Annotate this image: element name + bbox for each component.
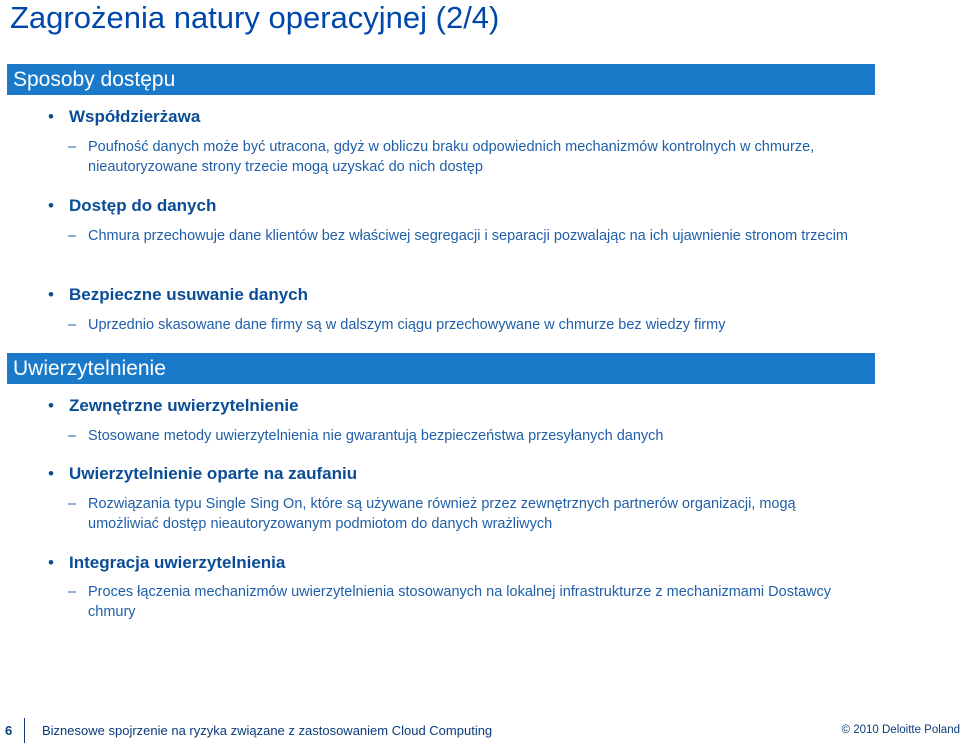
sub-text: Proces łączenia mechanizmów uwierzytelnienia stosowanych na lokalnej infrastrukturze z mechanizmami Dostawcy chmury — [88, 584, 832, 620]
copyright: © 2010 Deloitte Poland — [841, 724, 960, 736]
page-title: Zagrożenia natury operacyjnej (2/4) — [10, 0, 500, 35]
sub-text: Poufność danych może być utracona, gdyż w obliczu braku odpowiednich mechanizmów kontrolnych w chmurze, nieautoryzowane strony trzecie mogą uzyskać do nich dostęp — [88, 139, 815, 175]
bullet-dot: • — [48, 464, 54, 483]
bullet-dot: • — [48, 196, 54, 215]
bullet-dot: • — [48, 285, 54, 304]
bullet-label: Zewnętrzne uwierzytelnienie — [69, 396, 299, 415]
sub-text: Stosowane metody uwierzytelnienia nie gwarantują bezpieczeństwa przesyłanych danych — [88, 428, 664, 444]
bullet-label: Uwierzytelnienie oparte na zaufaniu — [69, 464, 358, 483]
dash-marker: – — [68, 317, 77, 333]
section-heading-authentication: Uwierzytelnienie — [7, 353, 875, 384]
sub-text: Chmura przechowuje dane klientów bez właściwej segregacji i separacji pozwalając na ich ujawnienie stronom trzecim — [88, 228, 848, 244]
section-heading-access: Sposoby dostępu — [7, 64, 875, 95]
bullet-dot: • — [48, 553, 54, 572]
dash-marker: – — [68, 428, 77, 444]
dash-marker: – — [68, 584, 77, 600]
footer-divider — [24, 718, 25, 743]
page-number: 6 — [5, 723, 13, 738]
dash-marker: – — [68, 496, 77, 512]
footer — [0, 714, 960, 743]
bullet-dot: • — [48, 396, 54, 415]
footer-text: Biznesowe spojrzenie na ryzyka związane z zastosowaniem Cloud Computing — [42, 723, 493, 738]
sub-text: Rozwiązania typu Single Sing On, które są używane również przez zewnętrznych partnerów organizacji, mogą umożliwiać dostęp nieautoryzowanym podmiotom do danych wrażliwych — [88, 496, 796, 532]
dash-marker: – — [68, 228, 77, 244]
bullet-label: Współdzierżawa — [69, 107, 201, 126]
bullet-dot: • — [48, 107, 54, 126]
dash-marker: – — [68, 139, 77, 155]
sub-text: Uprzednio skasowane dane firmy są w dalszym ciągu przechowywane w chmurze bez wiedzy firmy — [88, 317, 726, 333]
bullet-label: Dostęp do danych — [69, 196, 217, 215]
bullet-label: Bezpieczne usuwanie danych — [69, 285, 309, 304]
bullet-label: Integracja uwierzytelnienia — [69, 553, 286, 572]
